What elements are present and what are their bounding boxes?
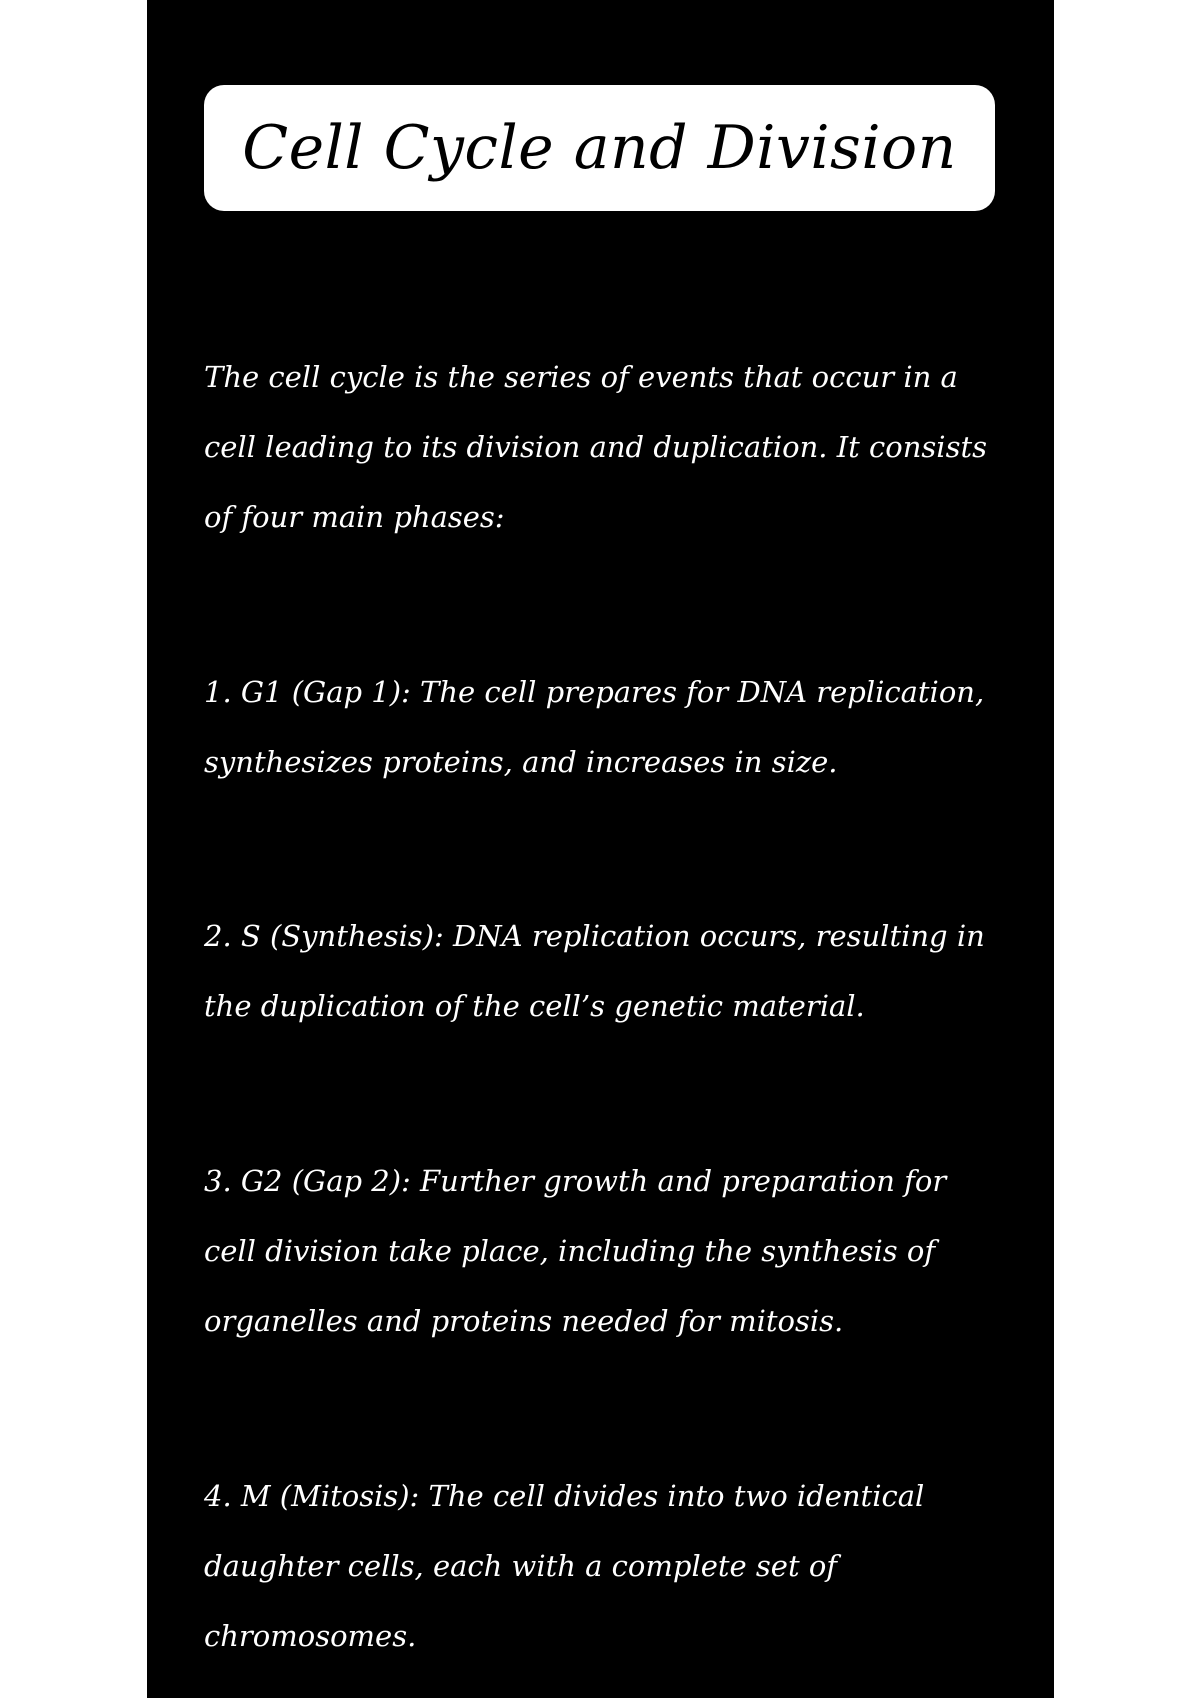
phase-m-paragraph: 4. M (Mitosis): The cell divides into two identical daughter cells, each with a complete set of chromosomes. <box>204 1479 925 1653</box>
phase-s-paragraph: 2. S (Synthesis): DNA replication occurs, resulting in the duplication of the cell’s genetic material. <box>204 919 985 1023</box>
intro-paragraph: The cell cycle is the series of events that occur in a cell leading to its division and duplication. It consists of four main phases: <box>204 360 987 534</box>
page-title: Cell Cycle and Division <box>242 113 957 183</box>
document-page <box>147 0 1054 1698</box>
phase-g2-paragraph: 3. G2 (Gap 2): Further growth and preparation for cell division take place, including the synthesis of organelles and proteins needed for mitosis. <box>204 1164 947 1338</box>
title-box <box>204 85 995 211</box>
phase-g1-paragraph: 1. G1 (Gap 1): The cell prepares for DNA replication, synthesizes proteins, and increases in size. <box>204 675 985 779</box>
